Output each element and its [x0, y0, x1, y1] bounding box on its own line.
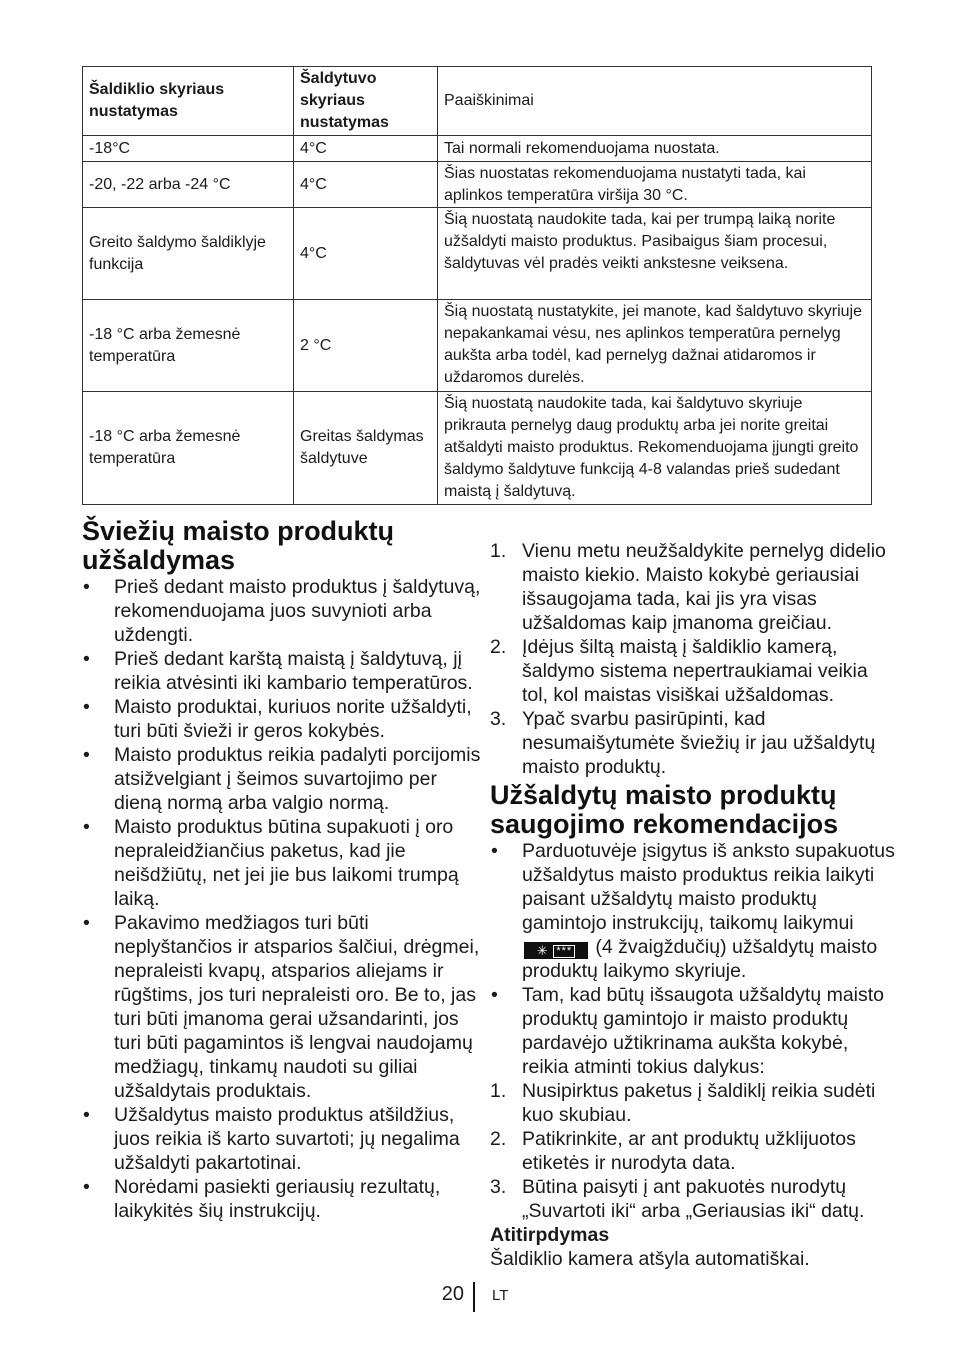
item-text: Ypač svarbu pasirūpinti, kad nesumaišytumėte šviežių ir jau užšaldytų maisto produktų.: [522, 708, 876, 778]
table-row: [83, 392, 872, 505]
list-item: • Prieš dedant maisto produktus į šaldytuvą, rekomenduojama juos suvynioti arba uždengti.: [82, 575, 482, 647]
footer-divider: [473, 1282, 475, 1312]
left-column: [82, 517, 482, 1223]
cell-explanation: Šią nuostatą naudokite tada, kai šaldytuvo skyriuje prikrauta pernelyg daug produktų arba jei norite greitai atšaldyti maisto produktus. Rekomenduojama įjungti greito šaldymo šaldytuve funkciją 4-8 valandas prieš sudedant maistą į šaldytuvą.: [438, 392, 872, 505]
table-row: [83, 300, 872, 392]
stars-icon: ***: [553, 945, 575, 958]
list-item: [490, 1127, 895, 1175]
defrost-text: Šaldiklio kamera atšyla automatiškai.: [490, 1248, 810, 1270]
storage-steps-list: [490, 1079, 895, 1223]
table-row: [83, 162, 872, 208]
item-number: 3.: [490, 708, 507, 730]
page-footer: [0, 1282, 954, 1314]
item-text: Parduotuvėje įsigytus iš anksto supakuotus užšaldytus maisto produktus reikia laikyti paisant užšaldytų maisto produktų gamintojo instrukcijų, taikomų laikymui: [522, 840, 895, 934]
cell-freezer: -18 °C arba žemesnė temperatūra: [83, 300, 294, 392]
item-number: 1.: [490, 1080, 507, 1102]
section-title-storage: Užšaldytų maisto produktų saugojimo rekomendacijos: [490, 780, 839, 839]
section-title-fresh-freezing: Šviežių maisto produktų užšaldymas: [82, 516, 395, 575]
item-text: (4 žvaigždučių) užšaldytų maisto produktų laikymo skyriuje.: [522, 936, 878, 982]
item-number: 3.: [490, 1176, 507, 1198]
fresh-freezing-list: [82, 575, 482, 1223]
item-text: Nusipirktus paketus į šaldiklį reikia sudėti kuo skubiau.: [522, 1080, 876, 1126]
defrost-heading: Atitirpdymas: [490, 1224, 610, 1246]
header-fridge: Šaldytuvo skyriaus nustatymas: [294, 67, 438, 136]
list-item: • Maisto produktus reikia padalyti porcijomis atsižvelgiant į šeimos suvartojimo per dieną normą arba valgio normą.: [82, 743, 482, 815]
language-code: LT: [492, 1287, 509, 1304]
cell-explanation: Tai normali rekomenduojama nuostata.: [438, 136, 872, 162]
list-item: • Maisto produktai, kuriuos norite užšaldyti, turi būti švieži ir geros kokybės.: [82, 695, 482, 743]
list-item: • Užšaldytus maisto produktus atšildžius, juos reikia iš karto suvartoti; jų negalima užšaldyti pakartotinai.: [82, 1103, 482, 1175]
cell-freezer: Greito šaldymo šaldiklyje funkcija: [83, 208, 294, 300]
item-text: Patikrinkite, ar ant produktų užklijuotos etiketės ir nurodyta data.: [522, 1128, 856, 1174]
freezing-steps-list: [490, 539, 895, 779]
item-text: Įdėjus šiltą maistą į šaldiklio kamerą, šaldymo sistema nepertraukiamai veikia tol, kol maistas visiškai užšaldomas.: [522, 636, 868, 706]
cell-fridge: 4°C: [294, 208, 438, 300]
list-item: [490, 707, 895, 779]
cell-explanation: Šias nuostatas rekomenduojama nustatyti tada, kai aplinkos temperatūra viršija 30 °C.: [438, 162, 872, 208]
list-item: [490, 1175, 895, 1223]
table-header-row: [83, 67, 872, 136]
cell-freezer: -18°C: [83, 136, 294, 162]
cell-freezer: -18 °C arba žemesnė temperatūra: [83, 392, 294, 505]
header-explanation: Paaiškinimai: [438, 67, 872, 136]
header-freezer: Šaldiklio skyriaus nustatymas: [83, 67, 294, 136]
list-item: • Tam, kad būtų išsaugota užšaldytų maisto produktų gamintojo ir maisto produktų pardavėjo užtikrinama aukšta kokybė, reikia atminti tokius dalykus:: [490, 983, 895, 1079]
snowflake-icon: ✳: [536, 943, 549, 958]
list-item: [490, 1079, 895, 1127]
list-item: • Maisto produktus būtina supakuoti į oro nepraleidžiančius paketus, kad jie neišdžiūtų, net jei jie bus laikomi trumpą laiką.: [82, 815, 482, 911]
list-item: [490, 635, 895, 707]
cell-fridge: Greitas šaldymas šaldytuve: [294, 392, 438, 505]
cell-explanation: Šią nuostatą naudokite tada, kai per trumpą laiką norite užšaldyti maisto produktus. Pasibaigus šiam procesui, šaldytuvas vėl pradės veikti ankstesne veiksena.: [438, 208, 872, 300]
cell-fridge: 4°C: [294, 136, 438, 162]
list-item: [490, 839, 895, 983]
item-text: Būtina paisyti į ant pakuotės nurodytų „Suvartoti iki“ arba „Geriausias iki“ datų.: [522, 1176, 865, 1222]
item-number: 1.: [490, 540, 507, 562]
list-item: • Prieš dedant karštą maistą į šaldytuvą, jį reikia atvėsinti iki kambario temperatūros.: [82, 647, 482, 695]
storage-list: [490, 839, 895, 1079]
item-text: Vienu metu neužšaldykite pernelyg didelio maisto kiekio. Maisto kokybė geriausiai išsaugojama tada, kai jis yra visas užšaldomas kaip įmanoma greičiau.: [522, 540, 886, 634]
cell-fridge: 4°C: [294, 162, 438, 208]
right-column: [490, 539, 895, 1271]
list-item: [490, 539, 895, 635]
cell-freezer: -20, -22 arba -24 °C: [83, 162, 294, 208]
cell-fridge: 2 °C: [294, 300, 438, 392]
table-row: [83, 136, 872, 162]
item-number: 2.: [490, 636, 507, 658]
table-row: [83, 208, 872, 300]
list-item: • Pakavimo medžiagos turi būti neplyštančios ir atsparios šalčiui, drėgmei, nepraleisti kvapų, atsparios aliejams ir rūgštims, jos turi nepraleisti oro. Be to, jas turi būti įmanoma gerai užsandarinti, jos turi būti pagamintos iš lengvai naudojamų medžiagų, tinkamų naudoti su giliai užšaldytais produktais.: [82, 911, 482, 1103]
item-number: 2.: [490, 1128, 507, 1150]
cell-explanation: Šią nuostatą nustatykite, jei manote, kad šaldytuvo skyriuje nepakankamai vėsu, nes aplinkos temperatūra pernelyg aukšta arba todėl, kad pernelyg dažnai atidaromos ir uždaromos durelės.: [438, 300, 872, 392]
settings-table: [82, 66, 872, 505]
list-item: • Norėdami pasiekti geriausių rezultatų, laikykitės šių instrukcijų.: [82, 1175, 482, 1223]
four-star-freezer-icon: [524, 942, 588, 959]
page-number: 20: [441, 1283, 464, 1305]
